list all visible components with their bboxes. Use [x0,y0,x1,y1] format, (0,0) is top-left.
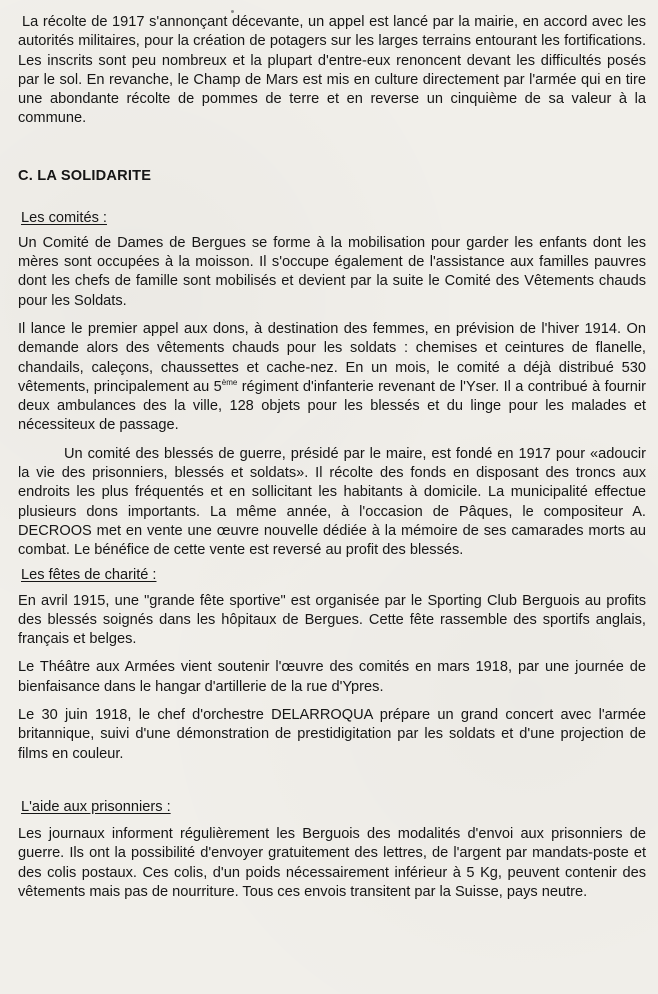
comites-paragraph-2 [18,320,646,436]
comites-paragraph-2-start: Il lance le premier appel aux dons, à destination des femmes, en prévision de l'hiver 1914. On demande alors des vêtements chauds pour les soldats : chemises et ceintures de flanelle, chandails, caleçons, chaussettes et cache-nez. En un mois, le comité a déjà distribué 530 vêtements, principalement au 5 [18,320,646,395]
comites-paragraph-1: Un Comité de Dames de Bergues se forme à la mobilisation pour garder les enfants dont les mères sont occupées à la moisson. Il s'occupe également de l'assistance aux familles pauvres dont les chefs de famille sont mobilisés et devient par la suite le Comité des Vêtements chauds pour les Soldats. [18,234,646,309]
aide-paragraph-1: Les journaux informent régulièrement les Berguois des modalités d'envoi aux prisonniers de guerre. Ils ont la possibilité d'envoyer gratuitement des lettres, de l'argent par mandats-poste et des colis postaux. Ces colis, d'un poids nécessairement inférieur à 5 Kg, peuvent contenir des vêtements mais pas de nourriture. Tous ces envois transitent par la Suisse, pays neutre. [18,825,646,900]
subheading-fetes: Les fêtes de charité : [21,566,157,583]
subheading-aide: L'aide aux prisonniers : [21,798,171,815]
paper-speck [231,10,234,13]
subheading-comites: Les comités : [21,209,107,226]
ordinal-superscript: ème [221,377,238,387]
comites-paragraph-2-end: régiment d'infanterie revenant de l'Yser. Il a contribué à fournir deux ambulances des la ville, 128 objets pour les blessés et du linge pour les malades et nécessiteux de passage. [18,378,646,434]
fetes-paragraph-3: Le 30 juin 1918, le chef d'orchestre DELARROQUA prépare un grand concert avec l'armée britannique, suivi d'une démonstration de prestidigitation par les soldats et d'une projection de films en couleur. [18,707,646,762]
section-title: C. LA SOLIDARITE [18,167,152,184]
comites-paragraph-3: Un comité des blessés de guerre, présidé par le maire, est fondé en 1917 pour «adoucir la vie des prisonniers, blessés et soldats». Il récolte des fonds en disposant des troncs aux endroits les plus fréquentés et en sollicitant les habitants à domicile. La municipalité effectue plusieurs dons importants. La même année, à l'occasion de Pâques, le compositeur A. DECROOS met en vente une œuvre nouvelle dédiée à la mémoire de ses camarades morts au combat. Le bénéfice de cette vente est reversé au profit des blessés. [18,445,646,559]
fetes-paragraph-1: En avril 1915, une "grande fête sportive" est organisée par le Sporting Club Berguois au profits des blessés soignés dans les hôpitaux de Bergues. Cette fête rassemble des sportifs anglais, français et belges. [18,592,646,648]
fetes-paragraph-2: Le Théâtre aux Armées vient soutenir l'œuvre des comités en mars 1918, par une journée de bienfaisance dans le hangar d'artillerie de la rue d'Ypres. [18,659,646,695]
intro-paragraph: La récolte de 1917 s'annonçant décevante, un appel est lancé par la mairie, en accord avec les autorités militaires, pour la création de potagers sur les larges terrains entourant les fortifications. Les inscrits sont peu nombreux et la plupart d'entre-eux renoncent devant les difficultés posés par le sol. En revanche, le Champ de Mars est mis en culture directement par l'armée qui en tire une abondante récolte de pommes de terre et en reverse un cinquième de sa valeur à la commune. [18,14,646,127]
